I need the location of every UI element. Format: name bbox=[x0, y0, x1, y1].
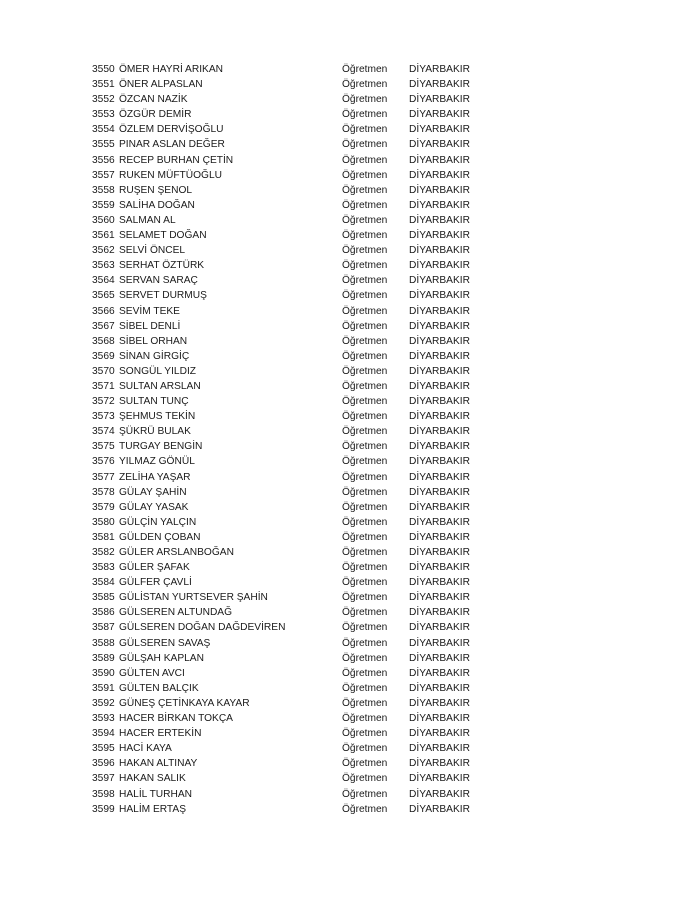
record-name: SULTAN ARSLAN bbox=[119, 380, 201, 392]
record-city: DİYARBAKIR bbox=[409, 697, 470, 709]
record-name: GÜLÇİN YALÇIN bbox=[119, 516, 197, 528]
record-row bbox=[92, 545, 479, 560]
record-city: DİYARBAKIR bbox=[409, 622, 470, 634]
record-name: SALMAN AL bbox=[119, 214, 176, 226]
record-name: ŞEHMUS TEKİN bbox=[119, 411, 196, 423]
record-number: 3561 bbox=[92, 230, 115, 242]
record-city: DİYARBAKIR bbox=[409, 667, 470, 679]
record-row bbox=[92, 228, 479, 243]
record-row bbox=[92, 696, 479, 711]
record-number: 3582 bbox=[92, 547, 115, 558]
record-row bbox=[92, 787, 479, 802]
record-row bbox=[92, 500, 479, 515]
record-title: Öğretmen bbox=[342, 411, 388, 423]
record-name: GÜLER ŞAFAK bbox=[119, 562, 190, 574]
record-title: Öğretmen bbox=[342, 486, 388, 498]
record-row bbox=[92, 636, 479, 651]
record-city: DİYARBAKIR bbox=[409, 592, 470, 604]
record-city: DİYARBAKIR bbox=[409, 803, 470, 815]
record-name: SERHAT ÖZTÜRK bbox=[119, 260, 205, 272]
record-city: DİYARBAKIR bbox=[409, 773, 470, 785]
record-row bbox=[92, 756, 479, 771]
record-row bbox=[92, 258, 479, 273]
record-number: 3573 bbox=[92, 411, 115, 423]
record-city: DİYARBAKIR bbox=[409, 547, 470, 558]
record-number: 3553 bbox=[92, 109, 115, 121]
record-city: DİYARBAKIR bbox=[409, 411, 470, 423]
record-number: 3572 bbox=[92, 396, 115, 408]
record-name: ÖMER HAYRİ ARIKAN bbox=[119, 64, 223, 75]
record-title: Öğretmen bbox=[342, 109, 388, 121]
record-title: Öğretmen bbox=[342, 697, 388, 709]
record-row bbox=[92, 334, 479, 349]
record-number: 3588 bbox=[92, 637, 115, 649]
record-row bbox=[92, 726, 479, 741]
record-number: 3580 bbox=[92, 516, 115, 528]
record-number: 3568 bbox=[92, 335, 115, 347]
record-city: DİYARBAKIR bbox=[409, 335, 470, 347]
record-name: PINAR ASLAN DEĞER bbox=[119, 139, 225, 151]
record-city: DİYARBAKIR bbox=[409, 79, 470, 91]
record-row bbox=[92, 137, 479, 152]
record-city: DİYARBAKIR bbox=[409, 426, 470, 438]
record-name: SİBEL DENLİ bbox=[119, 320, 181, 332]
record-name: GÜLSEREN SAVAŞ bbox=[119, 637, 211, 649]
record-row bbox=[92, 168, 479, 183]
record-city: DİYARBAKIR bbox=[409, 290, 470, 302]
record-title: Öğretmen bbox=[342, 547, 388, 558]
record-title: Öğretmen bbox=[342, 214, 388, 226]
record-city: DİYARBAKIR bbox=[409, 607, 470, 619]
record-name: GÜLİSTAN YURTSEVER ŞAHİN bbox=[119, 592, 268, 604]
record-title: Öğretmen bbox=[342, 260, 388, 272]
record-number: 3591 bbox=[92, 682, 115, 694]
record-title: Öğretmen bbox=[342, 124, 388, 136]
record-title: Öğretmen bbox=[342, 365, 388, 377]
record-title: Öğretmen bbox=[342, 335, 388, 347]
record-number: 3557 bbox=[92, 169, 115, 181]
record-row bbox=[92, 802, 479, 817]
record-row bbox=[92, 560, 479, 575]
record-number: 3567 bbox=[92, 320, 115, 332]
record-city: DİYARBAKIR bbox=[409, 637, 470, 649]
record-row bbox=[92, 711, 479, 726]
record-name: SEVİM TEKE bbox=[119, 305, 180, 317]
record-city: DİYARBAKIR bbox=[409, 305, 470, 317]
record-name: HACER BİRKAN TOKÇA bbox=[119, 713, 233, 725]
record-name: GÜLAY ŞAHİN bbox=[119, 486, 187, 498]
record-title: Öğretmen bbox=[342, 441, 388, 453]
record-title: Öğretmen bbox=[342, 184, 388, 196]
record-row bbox=[92, 394, 479, 409]
record-title: Öğretmen bbox=[342, 380, 388, 392]
record-number: 3581 bbox=[92, 531, 115, 543]
record-name: GÜLDEN ÇOBAN bbox=[119, 531, 201, 543]
record-title: Öğretmen bbox=[342, 290, 388, 302]
record-name: HACER ERTEKİN bbox=[119, 728, 202, 740]
record-row bbox=[92, 439, 479, 454]
record-city: DİYARBAKIR bbox=[409, 501, 470, 513]
record-name: HAKAN SALIK bbox=[119, 773, 186, 785]
record-row bbox=[92, 122, 479, 137]
record-number: 3555 bbox=[92, 139, 115, 151]
record-city: DİYARBAKIR bbox=[409, 562, 470, 574]
record-title: Öğretmen bbox=[342, 396, 388, 408]
record-city: DİYARBAKIR bbox=[409, 652, 470, 664]
record-row bbox=[92, 273, 479, 288]
record-name: RECEP BURHAN ÇETİN bbox=[119, 154, 234, 166]
record-title: Öğretmen bbox=[342, 713, 388, 725]
record-title: Öğretmen bbox=[342, 728, 388, 740]
record-city: DİYARBAKIR bbox=[409, 169, 470, 181]
record-row bbox=[92, 741, 479, 756]
record-city: DİYARBAKIR bbox=[409, 456, 470, 468]
record-title: Öğretmen bbox=[342, 456, 388, 468]
record-title: Öğretmen bbox=[342, 743, 388, 755]
record-city: DİYARBAKIR bbox=[409, 199, 470, 211]
record-city: DİYARBAKIR bbox=[409, 788, 470, 800]
record-name: GÜLER ARSLANBOĞAN bbox=[119, 547, 234, 558]
record-number: 3562 bbox=[92, 245, 115, 257]
record-city: DİYARBAKIR bbox=[409, 350, 470, 362]
record-title: Öğretmen bbox=[342, 622, 388, 634]
record-number: 3577 bbox=[92, 471, 115, 483]
record-row bbox=[92, 454, 479, 469]
record-city: DİYARBAKIR bbox=[409, 758, 470, 770]
record-title: Öğretmen bbox=[342, 562, 388, 574]
record-city: DİYARBAKIR bbox=[409, 64, 470, 75]
record-number: 3586 bbox=[92, 607, 115, 619]
record-row bbox=[92, 651, 479, 666]
record-name: ZELİHA YAŞAR bbox=[119, 471, 191, 483]
record-city: DİYARBAKIR bbox=[409, 94, 470, 106]
record-name: SULTAN TUNÇ bbox=[119, 396, 189, 408]
record-name: GÜNEŞ ÇETİNKAYA KAYAR bbox=[119, 697, 250, 709]
record-number: 3594 bbox=[92, 728, 115, 740]
record-row bbox=[92, 590, 479, 605]
record-name: SERVET DURMUŞ bbox=[119, 290, 207, 302]
record-row bbox=[92, 304, 479, 319]
record-number: 3597 bbox=[92, 773, 115, 785]
record-number: 3574 bbox=[92, 426, 115, 438]
record-city: DİYARBAKIR bbox=[409, 441, 470, 453]
record-number: 3590 bbox=[92, 667, 115, 679]
record-name: RUŞEN ŞENOL bbox=[119, 184, 193, 196]
record-row bbox=[92, 771, 479, 786]
record-name: SERVAN SARAÇ bbox=[119, 275, 198, 287]
record-title: Öğretmen bbox=[342, 501, 388, 513]
record-title: Öğretmen bbox=[342, 199, 388, 211]
record-title: Öğretmen bbox=[342, 652, 388, 664]
record-title: Öğretmen bbox=[342, 803, 388, 815]
record-title: Öğretmen bbox=[342, 667, 388, 679]
record-name: GÜLSEREN ALTUNDAĞ bbox=[119, 607, 233, 619]
record-number: 3558 bbox=[92, 184, 115, 196]
record-number: 3550 bbox=[92, 64, 115, 75]
record-title: Öğretmen bbox=[342, 169, 388, 181]
record-row bbox=[92, 349, 479, 364]
record-city: DİYARBAKIR bbox=[409, 728, 470, 740]
record-title: Öğretmen bbox=[342, 531, 388, 543]
record-city: DİYARBAKIR bbox=[409, 109, 470, 121]
record-number: 3554 bbox=[92, 124, 115, 136]
record-city: DİYARBAKIR bbox=[409, 214, 470, 226]
record-number: 3556 bbox=[92, 154, 115, 166]
record-title: Öğretmen bbox=[342, 592, 388, 604]
record-title: Öğretmen bbox=[342, 577, 388, 589]
record-number: 3564 bbox=[92, 275, 115, 287]
record-title: Öğretmen bbox=[342, 471, 388, 483]
record-title: Öğretmen bbox=[342, 79, 388, 91]
record-number: 3559 bbox=[92, 199, 115, 211]
record-title: Öğretmen bbox=[342, 139, 388, 151]
record-city: DİYARBAKIR bbox=[409, 516, 470, 528]
record-row bbox=[92, 288, 479, 303]
record-row bbox=[92, 485, 479, 500]
record-name: GÜLTEN AVCI bbox=[119, 667, 185, 679]
record-city: DİYARBAKIR bbox=[409, 577, 470, 589]
record-name: ÖNER ALPASLAN bbox=[119, 79, 203, 91]
record-number: 3575 bbox=[92, 441, 115, 453]
record-row bbox=[92, 77, 479, 92]
record-number: 3596 bbox=[92, 758, 115, 770]
record-name: YILMAZ GÖNÜL bbox=[119, 456, 195, 468]
record-title: Öğretmen bbox=[342, 758, 388, 770]
record-number: 3587 bbox=[92, 622, 115, 634]
record-row bbox=[92, 243, 479, 258]
record-name: SELVİ ÖNCEL bbox=[119, 245, 186, 257]
record-city: DİYARBAKIR bbox=[409, 184, 470, 196]
record-row bbox=[92, 183, 479, 198]
record-title: Öğretmen bbox=[342, 426, 388, 438]
record-city: DİYARBAKIR bbox=[409, 245, 470, 257]
record-number: 3583 bbox=[92, 562, 115, 574]
record-city: DİYARBAKIR bbox=[409, 743, 470, 755]
record-name: SİNAN GİRGİÇ bbox=[119, 350, 190, 362]
record-title: Öğretmen bbox=[342, 350, 388, 362]
record-row bbox=[92, 92, 479, 107]
record-number: 3599 bbox=[92, 803, 115, 815]
record-number: 3579 bbox=[92, 501, 115, 513]
record-number: 3570 bbox=[92, 365, 115, 377]
record-name: SALİHA DOĞAN bbox=[119, 199, 195, 211]
record-row bbox=[92, 605, 479, 620]
record-name: HALİM ERTAŞ bbox=[119, 803, 186, 815]
record-list bbox=[92, 62, 479, 817]
record-row bbox=[92, 424, 479, 439]
record-row bbox=[92, 530, 479, 545]
record-number: 3584 bbox=[92, 577, 115, 589]
record-name: ŞÜKRÜ BULAK bbox=[119, 426, 191, 438]
record-city: DİYARBAKIR bbox=[409, 471, 470, 483]
record-title: Öğretmen bbox=[342, 94, 388, 106]
record-row bbox=[92, 62, 479, 77]
record-row bbox=[92, 379, 479, 394]
record-city: DİYARBAKIR bbox=[409, 396, 470, 408]
record-number: 3551 bbox=[92, 79, 115, 91]
record-number: 3598 bbox=[92, 788, 115, 800]
record-number: 3592 bbox=[92, 697, 115, 709]
record-city: DİYARBAKIR bbox=[409, 380, 470, 392]
record-city: DİYARBAKIR bbox=[409, 260, 470, 272]
record-title: Öğretmen bbox=[342, 230, 388, 242]
record-city: DİYARBAKIR bbox=[409, 230, 470, 242]
record-name: HAKAN ALTINAY bbox=[119, 758, 198, 770]
record-city: DİYARBAKIR bbox=[409, 682, 470, 694]
record-title: Öğretmen bbox=[342, 245, 388, 257]
record-title: Öğretmen bbox=[342, 64, 388, 75]
record-number: 3595 bbox=[92, 743, 115, 755]
record-title: Öğretmen bbox=[342, 773, 388, 785]
record-row bbox=[92, 213, 479, 228]
record-name: ÖZGÜR DEMİR bbox=[119, 109, 192, 121]
record-name: RUKEN MÜFTÜOĞLU bbox=[119, 169, 223, 181]
record-row bbox=[92, 666, 479, 681]
record-number: 3578 bbox=[92, 486, 115, 498]
record-number: 3560 bbox=[92, 214, 115, 226]
record-title: Öğretmen bbox=[342, 607, 388, 619]
record-city: DİYARBAKIR bbox=[409, 154, 470, 166]
record-title: Öğretmen bbox=[342, 682, 388, 694]
record-number: 3593 bbox=[92, 713, 115, 725]
record-row bbox=[92, 470, 479, 485]
record-name: SELAMET DOĞAN bbox=[119, 230, 207, 242]
record-row bbox=[92, 153, 479, 168]
record-city: DİYARBAKIR bbox=[409, 531, 470, 543]
record-row bbox=[92, 681, 479, 696]
record-name: SONGÜL YILDIZ bbox=[119, 365, 196, 377]
record-name: SİBEL ORHAN bbox=[119, 335, 188, 347]
record-name: GÜLSEREN DOĞAN DAĞDEVİREN bbox=[119, 622, 286, 634]
record-number: 3571 bbox=[92, 380, 115, 392]
record-number: 3552 bbox=[92, 94, 115, 106]
record-city: DİYARBAKIR bbox=[409, 139, 470, 151]
record-title: Öğretmen bbox=[342, 320, 388, 332]
record-name: ÖZCAN NAZİK bbox=[119, 94, 188, 106]
record-city: DİYARBAKIR bbox=[409, 486, 470, 498]
record-row bbox=[92, 515, 479, 530]
record-title: Öğretmen bbox=[342, 154, 388, 166]
record-name: GÜLFER ÇAVLİ bbox=[119, 577, 192, 589]
record-number: 3576 bbox=[92, 456, 115, 468]
record-number: 3585 bbox=[92, 592, 115, 604]
record-name: HACİ KAYA bbox=[119, 743, 172, 755]
record-title: Öğretmen bbox=[342, 305, 388, 317]
record-name: ÖZLEM DERVİŞOĞLU bbox=[119, 124, 224, 136]
record-name: GÜLTEN BALÇIK bbox=[119, 682, 199, 694]
record-number: 3569 bbox=[92, 350, 115, 362]
record-title: Öğretmen bbox=[342, 516, 388, 528]
record-number: 3565 bbox=[92, 290, 115, 302]
record-name: TURGAY BENGİN bbox=[119, 441, 203, 453]
record-row bbox=[92, 107, 479, 122]
record-row bbox=[92, 198, 479, 213]
record-row bbox=[92, 364, 479, 379]
record-name: GÜLŞAH KAPLAN bbox=[119, 652, 204, 664]
record-title: Öğretmen bbox=[342, 275, 388, 287]
record-name: HALİL TURHAN bbox=[119, 788, 193, 800]
record-title: Öğretmen bbox=[342, 788, 388, 800]
record-number: 3566 bbox=[92, 305, 115, 317]
record-number: 3563 bbox=[92, 260, 115, 272]
record-row bbox=[92, 319, 479, 334]
record-city: DİYARBAKIR bbox=[409, 365, 470, 377]
record-city: DİYARBAKIR bbox=[409, 713, 470, 725]
record-row bbox=[92, 575, 479, 590]
record-name: GÜLAY YASAK bbox=[119, 501, 189, 513]
record-row bbox=[92, 620, 479, 635]
record-row bbox=[92, 409, 479, 424]
record-city: DİYARBAKIR bbox=[409, 275, 470, 287]
record-number: 3589 bbox=[92, 652, 115, 664]
record-title: Öğretmen bbox=[342, 637, 388, 649]
record-city: DİYARBAKIR bbox=[409, 124, 470, 136]
record-city: DİYARBAKIR bbox=[409, 320, 470, 332]
